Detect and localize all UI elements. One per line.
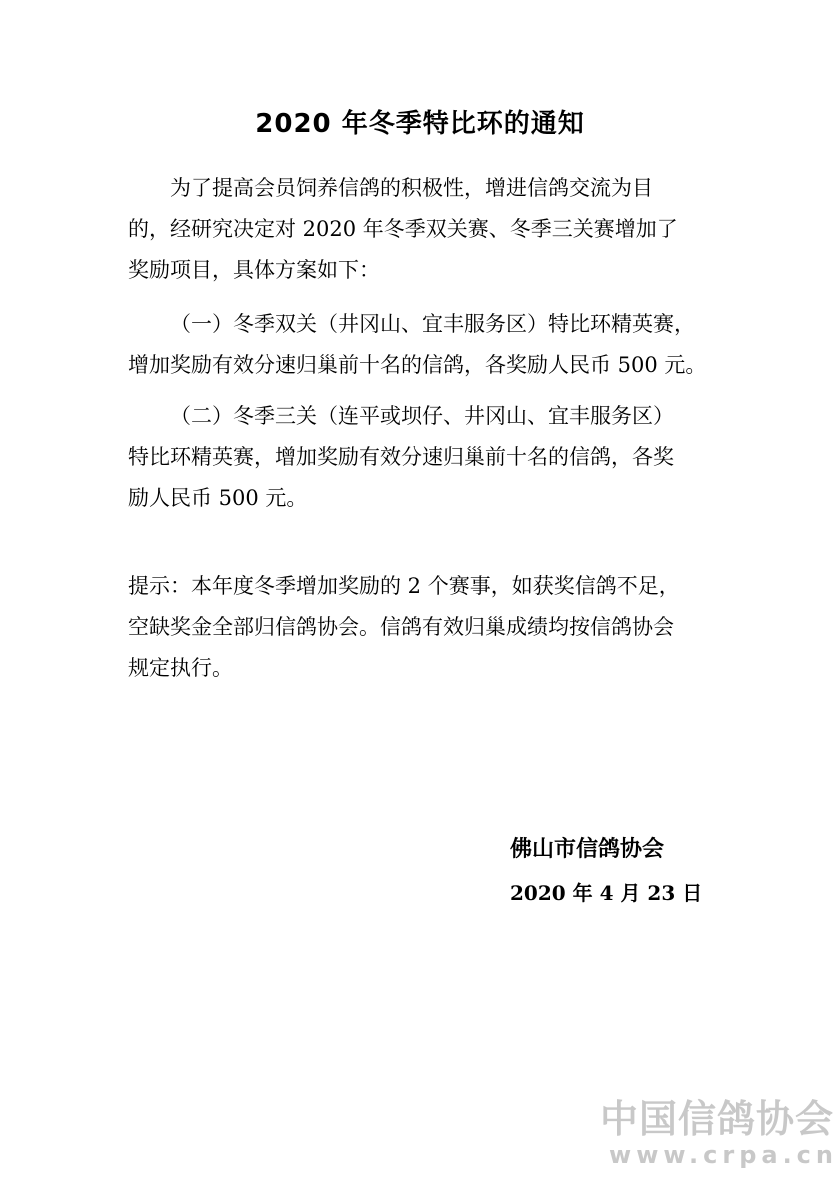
item-two-line: 特比环精英赛，增加奖励有效分速归巢前十名的信鸽，各奖	[128, 445, 674, 469]
item-two-line: 励人民币 500 元。	[128, 486, 308, 510]
item-two-line: （二）冬季三关（连平或坝仔、井冈山、宜丰服务区）	[170, 404, 674, 428]
intro-paragraph	[128, 168, 720, 291]
intro-line: 奖励项目，具体方案如下：	[128, 258, 380, 282]
item-one-paragraph	[128, 304, 720, 386]
document-title: 2020 年冬季特比环的通知	[255, 109, 585, 139]
intro-line: 为了提高会员饲养信鸽的积极性，增进信鸽交流为目	[170, 176, 653, 200]
watermark	[599, 1097, 838, 1169]
tip-line: 空缺奖金全部归信鸽协会。信鸽有效归巢成绩均按信鸽协会	[128, 615, 674, 639]
watermark-url: www.crpa.cn	[609, 1141, 838, 1169]
tip-line: 规定执行。	[128, 656, 233, 680]
watermark-name: 中国信鸽协会	[599, 1097, 834, 1141]
item-one-line: 增加奖励有效分速归巢前十名的信鸽，各奖励人民币 500 元。	[128, 353, 707, 377]
intro-line: 的，经研究决定对 2020 年冬季双关赛、冬季三关赛增加了	[128, 217, 678, 241]
signature-organization: 佛山市信鸽协会	[510, 837, 665, 862]
item-one-line: （一）冬季双关（井冈山、宜丰服务区）特比环精英赛，	[170, 312, 695, 336]
signature-date: 2020 年 4 月 23 日	[510, 881, 703, 905]
tip-line: 提示：本年度冬季增加奖励的 2 个赛事，如获奖信鸽不足，	[128, 574, 680, 598]
item-two-paragraph	[128, 396, 720, 519]
tip-paragraph	[128, 566, 720, 689]
